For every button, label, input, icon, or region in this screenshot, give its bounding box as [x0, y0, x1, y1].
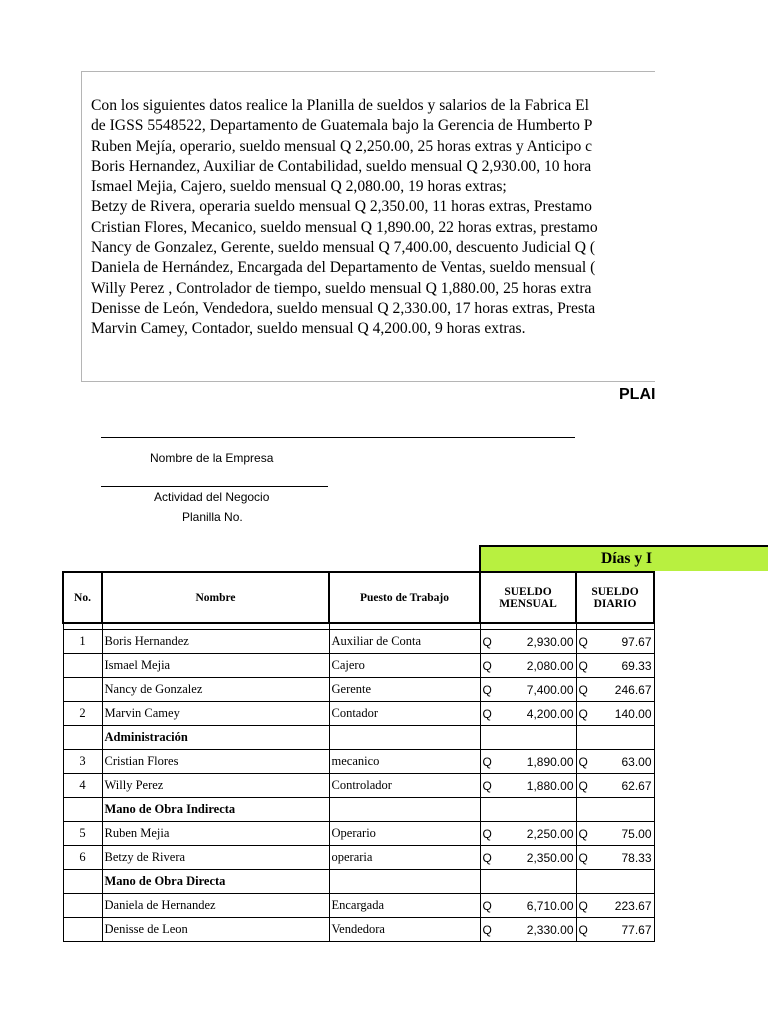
cell-sueldo-mensual[interactable]	[480, 630, 576, 654]
currency-symbol: Q	[578, 850, 588, 865]
currency-symbol: Q	[578, 922, 588, 937]
table-row	[63, 846, 654, 870]
cell-puesto[interactable]: operaria	[329, 846, 480, 870]
cell-sueldo-mensual[interactable]	[480, 678, 576, 702]
activity-line	[101, 486, 328, 487]
instruction-line: Willy Perez , Controlador de tiempo, sueldo mensual Q 1,880.00, 25 horas extra	[91, 279, 592, 297]
cell-sueldo-mensual-value: 1,880.00	[526, 778, 574, 793]
cell-puesto[interactable]: Cajero	[329, 654, 480, 678]
cell-sueldo-diario-value: 246.67	[614, 682, 652, 697]
cell-sueldo-diario[interactable]	[576, 630, 654, 654]
cell-sueldo-mensual-value: 2,350.00	[526, 850, 574, 865]
currency-symbol: Q	[482, 754, 492, 769]
cell-sueldo-diario-value: 97.67	[621, 634, 652, 649]
cell-no[interactable]: 3	[63, 750, 102, 774]
cell-puesto[interactable]: Vendedora	[329, 918, 480, 942]
cell-sueldo-diario[interactable]	[576, 798, 654, 822]
cell-puesto[interactable]	[329, 726, 480, 750]
cell-sueldo-diario[interactable]	[576, 774, 654, 798]
cell-puesto[interactable]: Gerente	[329, 678, 480, 702]
cell-sueldo-diario-value: 140.00	[614, 706, 652, 721]
instruction-line: Ruben Mejía, operario, sueldo mensual Q 2,250.00, 25 horas extras y Anticipo c	[91, 137, 593, 155]
table-row	[63, 702, 654, 726]
instruction-line: Betzy de Rivera, operaria sueldo mensual Q 2,350.00, 11 horas extras, Prestamo	[91, 198, 592, 216]
cell-sueldo-diario[interactable]	[576, 870, 654, 894]
cell-puesto[interactable]: Controlador	[329, 774, 480, 798]
cell-sueldo-diario[interactable]	[576, 822, 654, 846]
cell-sueldo-diario[interactable]	[576, 702, 654, 726]
cell-nombre[interactable]: Nancy de Gonzalez	[102, 678, 329, 702]
section-label[interactable]: Mano de Obra Indirecta	[102, 798, 329, 822]
header-sueldo-mensual-line2: MENSUAL	[499, 597, 557, 610]
cell-sueldo-mensual[interactable]	[480, 750, 576, 774]
cell-sueldo-diario[interactable]	[576, 894, 654, 918]
cell-sueldo-mensual-value: 2,930.00	[526, 634, 574, 649]
currency-symbol: Q	[578, 682, 588, 697]
instruction-line: Boris Hernandez, Auxiliar de Contabilidad, sueldo mensual Q 2,930.00, 10 hora	[91, 157, 592, 175]
table-row	[63, 654, 654, 678]
currency-symbol: Q	[482, 634, 492, 649]
section-row	[63, 798, 654, 822]
table-header-row	[63, 572, 654, 623]
cell-sueldo-mensual[interactable]	[480, 654, 576, 678]
table-row	[63, 774, 654, 798]
cell-sueldo-diario-value: 63.00	[621, 754, 652, 769]
cell-nombre[interactable]: Daniela de Hernandez	[102, 894, 329, 918]
cell-sueldo-diario[interactable]	[576, 918, 654, 942]
cell-sueldo-mensual[interactable]	[480, 822, 576, 846]
instruction-line: Con los siguientes datos realice la Planilla de sueldos y salarios de la Fabrica El	[91, 97, 590, 114]
header-sueldo-diario	[576, 572, 654, 623]
cell-nombre[interactable]: Ismael Mejia	[102, 654, 329, 678]
cell-sueldo-mensual-value: 7,400.00	[526, 682, 574, 697]
cell-sueldo-diario-value: 75.00	[621, 826, 652, 841]
cell-no[interactable]	[63, 678, 102, 702]
section-row	[63, 726, 654, 750]
cell-sueldo-diario-value: 69.33	[621, 658, 652, 673]
cell-no[interactable]	[63, 654, 102, 678]
table-row	[63, 750, 654, 774]
cell-sueldo-mensual-value: 6,710.00	[526, 898, 574, 913]
cell-no[interactable]: 1	[63, 630, 102, 654]
header-sueldo-mensual	[480, 572, 576, 623]
cell-sueldo-diario[interactable]	[576, 678, 654, 702]
cell-no[interactable]	[63, 726, 102, 750]
section-row	[63, 870, 654, 894]
currency-symbol: Q	[482, 706, 492, 721]
table-row	[63, 630, 654, 654]
cell-nombre[interactable]: Cristian Flores	[102, 750, 329, 774]
instruction-line: Cristian Flores, Mecanico, sueldo mensual Q 1,890.00, 22 horas extras, prestamo	[91, 218, 598, 236]
cell-no[interactable]: 6	[63, 846, 102, 870]
cell-sueldo-mensual-value: 4,200.00	[526, 706, 574, 721]
cell-puesto[interactable]: Contador	[329, 702, 480, 726]
currency-symbol: Q	[578, 658, 588, 673]
currency-symbol: Q	[578, 754, 588, 769]
currency-symbol: Q	[482, 658, 492, 673]
cell-no[interactable]: 4	[63, 774, 102, 798]
section-label[interactable]: Mano de Obra Directa	[102, 870, 329, 894]
header-sueldo-diario-line2: DIARIO	[593, 597, 637, 610]
cell-sueldo-mensual[interactable]	[480, 726, 576, 750]
section-label[interactable]: Administración	[102, 726, 329, 750]
payroll-table	[62, 571, 655, 942]
cell-nombre[interactable]: Denisse de Leon	[102, 918, 329, 942]
cell-no[interactable]	[63, 894, 102, 918]
cell-puesto[interactable]: Operario	[329, 822, 480, 846]
currency-symbol: Q	[578, 898, 588, 913]
cell-nombre[interactable]: Betzy de Rivera	[102, 846, 329, 870]
header-sueldo-mensual-line1: SUELDO	[504, 585, 552, 598]
currency-symbol: Q	[482, 922, 492, 937]
cell-nombre[interactable]: Marvin Camey	[102, 702, 329, 726]
cell-puesto[interactable]	[329, 870, 480, 894]
cell-sueldo-diario[interactable]	[576, 726, 654, 750]
cell-nombre[interactable]: Willy Perez	[102, 774, 329, 798]
planilla-title: PLAI	[619, 386, 655, 403]
cell-sueldo-mensual-value: 2,080.00	[526, 658, 574, 673]
instruction-line: de IGSS 5548522, Departamento de Guatemala bajo la Gerencia de Humberto P	[91, 117, 593, 135]
cell-sueldo-mensual[interactable]	[480, 702, 576, 726]
cell-no[interactable]: 5	[63, 822, 102, 846]
currency-symbol: Q	[482, 898, 492, 913]
cell-puesto[interactable]: mecanico	[329, 750, 480, 774]
activity-label: Actividad del Negocio	[154, 490, 270, 504]
company-name-line	[101, 437, 575, 438]
cell-puesto[interactable]: Encargada	[329, 894, 480, 918]
instruction-line: Nancy de Gonzalez, Gerente, sueldo mensual Q 7,400.00, descuento Judicial Q (	[91, 239, 596, 257]
cell-sueldo-diario-value: 77.67	[621, 922, 652, 937]
cell-sueldo-mensual[interactable]	[480, 798, 576, 822]
cell-nombre[interactable]: Boris Hernandez	[102, 630, 329, 654]
planilla-number-label: Planilla No.	[182, 510, 243, 524]
header-nombre: Nombre	[102, 572, 329, 623]
days-band	[479, 545, 768, 571]
cell-sueldo-diario-value: 78.33	[621, 850, 652, 865]
cell-sueldo-mensual[interactable]	[480, 918, 576, 942]
instruction-line: Ismael Mejia, Cajero, sueldo mensual Q 2,080.00, 19 horas extras;	[91, 178, 507, 196]
cell-no[interactable]: 2	[63, 702, 102, 726]
table-row	[63, 678, 654, 702]
cell-sueldo-diario[interactable]	[576, 750, 654, 774]
cell-sueldo-diario[interactable]	[576, 846, 654, 870]
instruction-line: Daniela de Hernández, Encargada del Departamento de Ventas, sueldo mensual (	[91, 259, 596, 277]
cell-sueldo-mensual[interactable]	[480, 774, 576, 798]
cell-sueldo-mensual[interactable]	[480, 870, 576, 894]
instruction-line: Denisse de León, Vendedora, sueldo mensual Q 2,330.00, 17 horas extras, Presta	[91, 299, 596, 317]
currency-symbol: Q	[578, 826, 588, 841]
currency-symbol: Q	[482, 826, 492, 841]
instruction-line: Marvin Camey, Contador, sueldo mensual Q 4,200.00, 9 horas extras.	[91, 320, 526, 338]
table-row	[63, 918, 654, 942]
cell-no[interactable]	[63, 918, 102, 942]
currency-symbol: Q	[578, 634, 588, 649]
header-no: No.	[63, 572, 102, 623]
cell-sueldo-diario-value: 62.67	[621, 778, 652, 793]
cell-sueldo-diario-value: 223.67	[614, 898, 652, 913]
currency-symbol: Q	[482, 778, 492, 793]
cell-sueldo-mensual-value: 2,330.00	[526, 922, 574, 937]
currency-symbol: Q	[578, 778, 588, 793]
days-band-label: Días y I	[601, 550, 653, 567]
currency-symbol: Q	[482, 682, 492, 697]
cell-no[interactable]	[63, 870, 102, 894]
cell-sueldo-mensual[interactable]	[480, 846, 576, 870]
header-sueldo-diario-line1: SUELDO	[591, 585, 639, 598]
cell-puesto[interactable]: Auxiliar de Conta	[329, 630, 480, 654]
cell-sueldo-diario[interactable]	[576, 654, 654, 678]
table-row	[63, 894, 654, 918]
cell-sueldo-mensual[interactable]	[480, 894, 576, 918]
currency-symbol: Q	[482, 850, 492, 865]
instructions-text	[91, 96, 598, 340]
instructions-textbox	[81, 71, 655, 382]
company-name-label: Nombre de la Empresa	[150, 451, 274, 465]
cell-sueldo-mensual-value: 2,250.00	[526, 826, 574, 841]
cell-nombre[interactable]: Ruben Mejia	[102, 822, 329, 846]
table-row	[63, 822, 654, 846]
cell-puesto[interactable]	[329, 798, 480, 822]
header-puesto: Puesto de Trabajo	[329, 572, 480, 623]
cell-sueldo-mensual-value: 1,890.00	[526, 754, 574, 769]
currency-symbol: Q	[578, 706, 588, 721]
cell-no[interactable]	[63, 798, 102, 822]
